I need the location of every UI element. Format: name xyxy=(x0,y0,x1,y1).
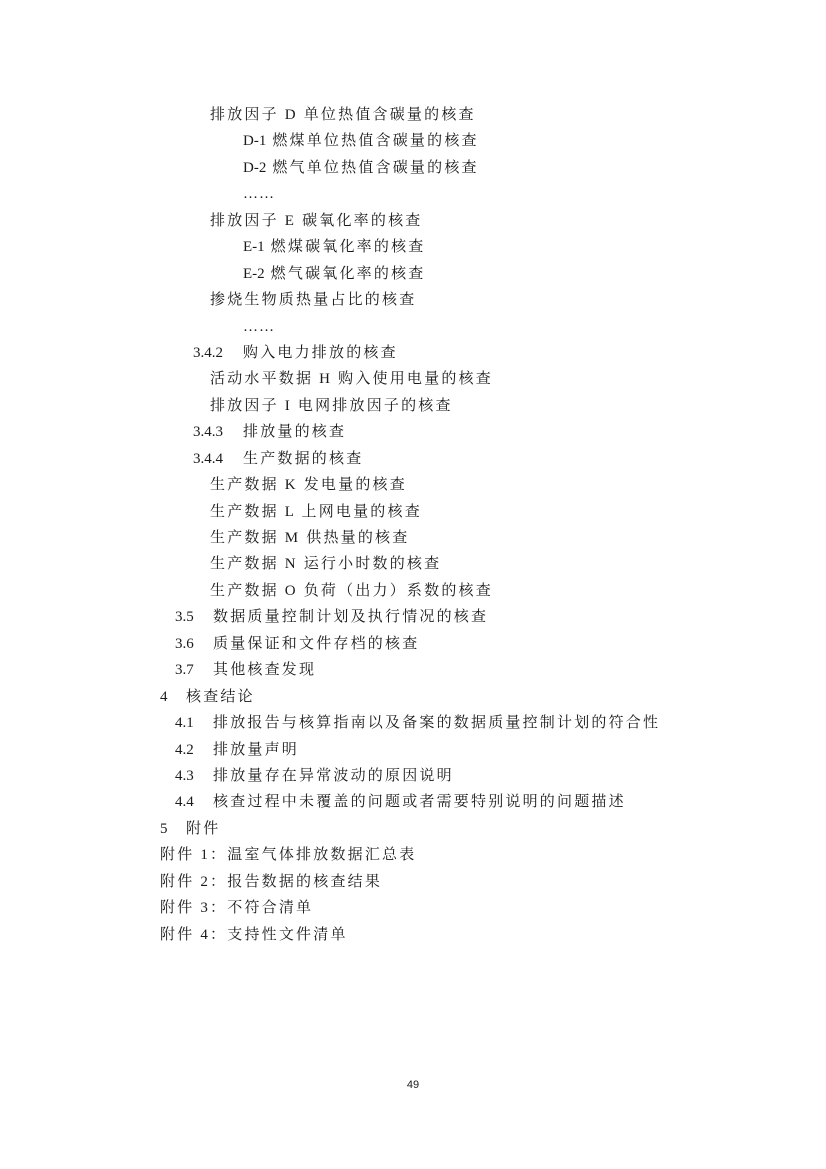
toc-appendix xyxy=(0,895,826,921)
toc-entry-text: 排放量声明 xyxy=(213,741,300,758)
toc-entry-text: 排放因子 I 电网排放因子的核查 xyxy=(210,397,453,414)
toc-entry xyxy=(0,789,826,815)
toc-entry-text: 排放量存在异常波动的原因说明 xyxy=(213,767,454,784)
toc-entry xyxy=(0,631,826,657)
toc-entry-text: 生产数据 N 运行小时数的核查 xyxy=(210,556,442,573)
toc-entry-text: 活动水平数据 H 购入使用电量的核查 xyxy=(210,371,493,388)
toc-entry-text: 燃煤碳氧化率的核查 xyxy=(270,239,426,256)
toc-entry-text: …… xyxy=(243,318,275,335)
toc-entry-number: 3.4.3 xyxy=(193,424,223,441)
toc-entry-text: 核查过程中未覆盖的问题或者需要特别说明的问题描述 xyxy=(213,794,626,811)
toc-entry-number: 3.4.4 xyxy=(193,450,223,467)
toc-entry-number: 5 xyxy=(160,820,168,837)
toc-entry-number: 4.4 xyxy=(175,794,194,811)
toc-appendix xyxy=(0,842,826,868)
toc-entry-text: 生产数据 L 上网电量的核查 xyxy=(210,503,422,520)
toc-entry-number: 3.6 xyxy=(175,635,194,652)
toc-entry-text: 掺烧生物质热量占比的核查 xyxy=(210,292,417,309)
toc-entry-text: 燃气碳氧化率的核查 xyxy=(270,265,426,282)
toc-chapter xyxy=(0,684,826,710)
toc-entry xyxy=(0,155,826,181)
toc-entry-text: 燃气单位热值含碳量的核查 xyxy=(272,159,479,176)
toc-entry-text: 生产数据 O 负荷（出力）系数的核查 xyxy=(210,582,493,599)
toc-entry-text: 排放因子 E 碳氧化率的核查 xyxy=(210,212,423,229)
toc-entry-number: 4.2 xyxy=(175,741,194,758)
toc-entry xyxy=(0,710,826,736)
toc-entry xyxy=(0,287,826,313)
toc-entry-text: 燃煤单位热值含碳量的核查 xyxy=(272,133,479,150)
toc-entry xyxy=(0,604,826,630)
toc-entry-text: 质量保证和文件存档的核查 xyxy=(213,635,420,652)
toc-chapter xyxy=(0,816,826,842)
toc-entry-number: D-2 xyxy=(243,159,267,176)
toc-entry xyxy=(0,340,826,366)
toc-entry xyxy=(0,499,826,525)
toc-entry xyxy=(0,763,826,789)
toc-entry xyxy=(0,472,826,498)
toc-entry-text: 排放报告与核算指南以及备案的数据质量控制计划的符合性 xyxy=(213,715,661,732)
toc-appendix xyxy=(0,869,826,895)
toc-entry-number: E-1 xyxy=(243,239,265,256)
toc-entry-text: 生产数据 M 供热量的核查 xyxy=(210,530,410,546)
toc-entry-text: 排放量的核查 xyxy=(243,424,347,441)
toc-entry xyxy=(0,102,826,128)
toc-entry xyxy=(0,419,826,445)
toc-entry-number: E-2 xyxy=(243,265,265,282)
toc-ellipsis xyxy=(0,314,826,340)
toc-entry-number: 3.7 xyxy=(175,662,194,679)
toc-ellipsis xyxy=(0,181,826,207)
toc-entry xyxy=(0,128,826,154)
toc-entry-text: 附件 2：报告数据的核查结果 xyxy=(160,873,383,890)
toc-entry-number: 4.3 xyxy=(175,767,194,784)
toc-entry-text: 生产数据 K 发电量的核查 xyxy=(210,477,407,494)
toc-entry xyxy=(0,578,826,604)
toc-entry xyxy=(0,446,826,472)
toc-entry-text: 附件 1：温室气体排放数据汇总表 xyxy=(160,847,417,864)
toc-entry xyxy=(0,366,826,392)
toc-entry-number: D-1 xyxy=(243,133,267,150)
toc-entry xyxy=(0,261,826,287)
table-of-contents xyxy=(0,102,826,948)
toc-entry-text: 生产数据的核查 xyxy=(243,450,364,467)
toc-entry xyxy=(0,657,826,683)
toc-entry-text: 附件 4：支持性文件清单 xyxy=(160,926,348,943)
toc-appendix xyxy=(0,922,826,948)
toc-entry-text: 其他核查发现 xyxy=(213,662,317,679)
toc-entry xyxy=(0,234,826,260)
page-number: 49 xyxy=(406,1079,420,1091)
toc-entry-number: 3.5 xyxy=(175,609,194,626)
toc-entry-text: …… xyxy=(243,186,275,203)
toc-entry-text: 购入电力排放的核查 xyxy=(243,344,398,361)
toc-entry-number: 4 xyxy=(160,688,168,705)
toc-entry-number: 4.1 xyxy=(175,715,194,732)
toc-entry-text: 排放因子 D 单位热值含碳量的核查 xyxy=(210,107,476,123)
toc-entry-text: 附件 3：不符合清单 xyxy=(160,900,314,917)
toc-entry xyxy=(0,393,826,419)
toc-entry-number: 3.4.2 xyxy=(193,344,223,361)
toc-entry xyxy=(0,737,826,763)
toc-entry xyxy=(0,525,826,551)
toc-entry-text: 数据质量控制计划及执行情况的核查 xyxy=(213,609,489,626)
toc-entry-text: 核查结论 xyxy=(186,688,255,705)
toc-entry xyxy=(0,208,826,234)
toc-entry xyxy=(0,551,826,577)
toc-entry-text: 附件 xyxy=(186,820,221,837)
